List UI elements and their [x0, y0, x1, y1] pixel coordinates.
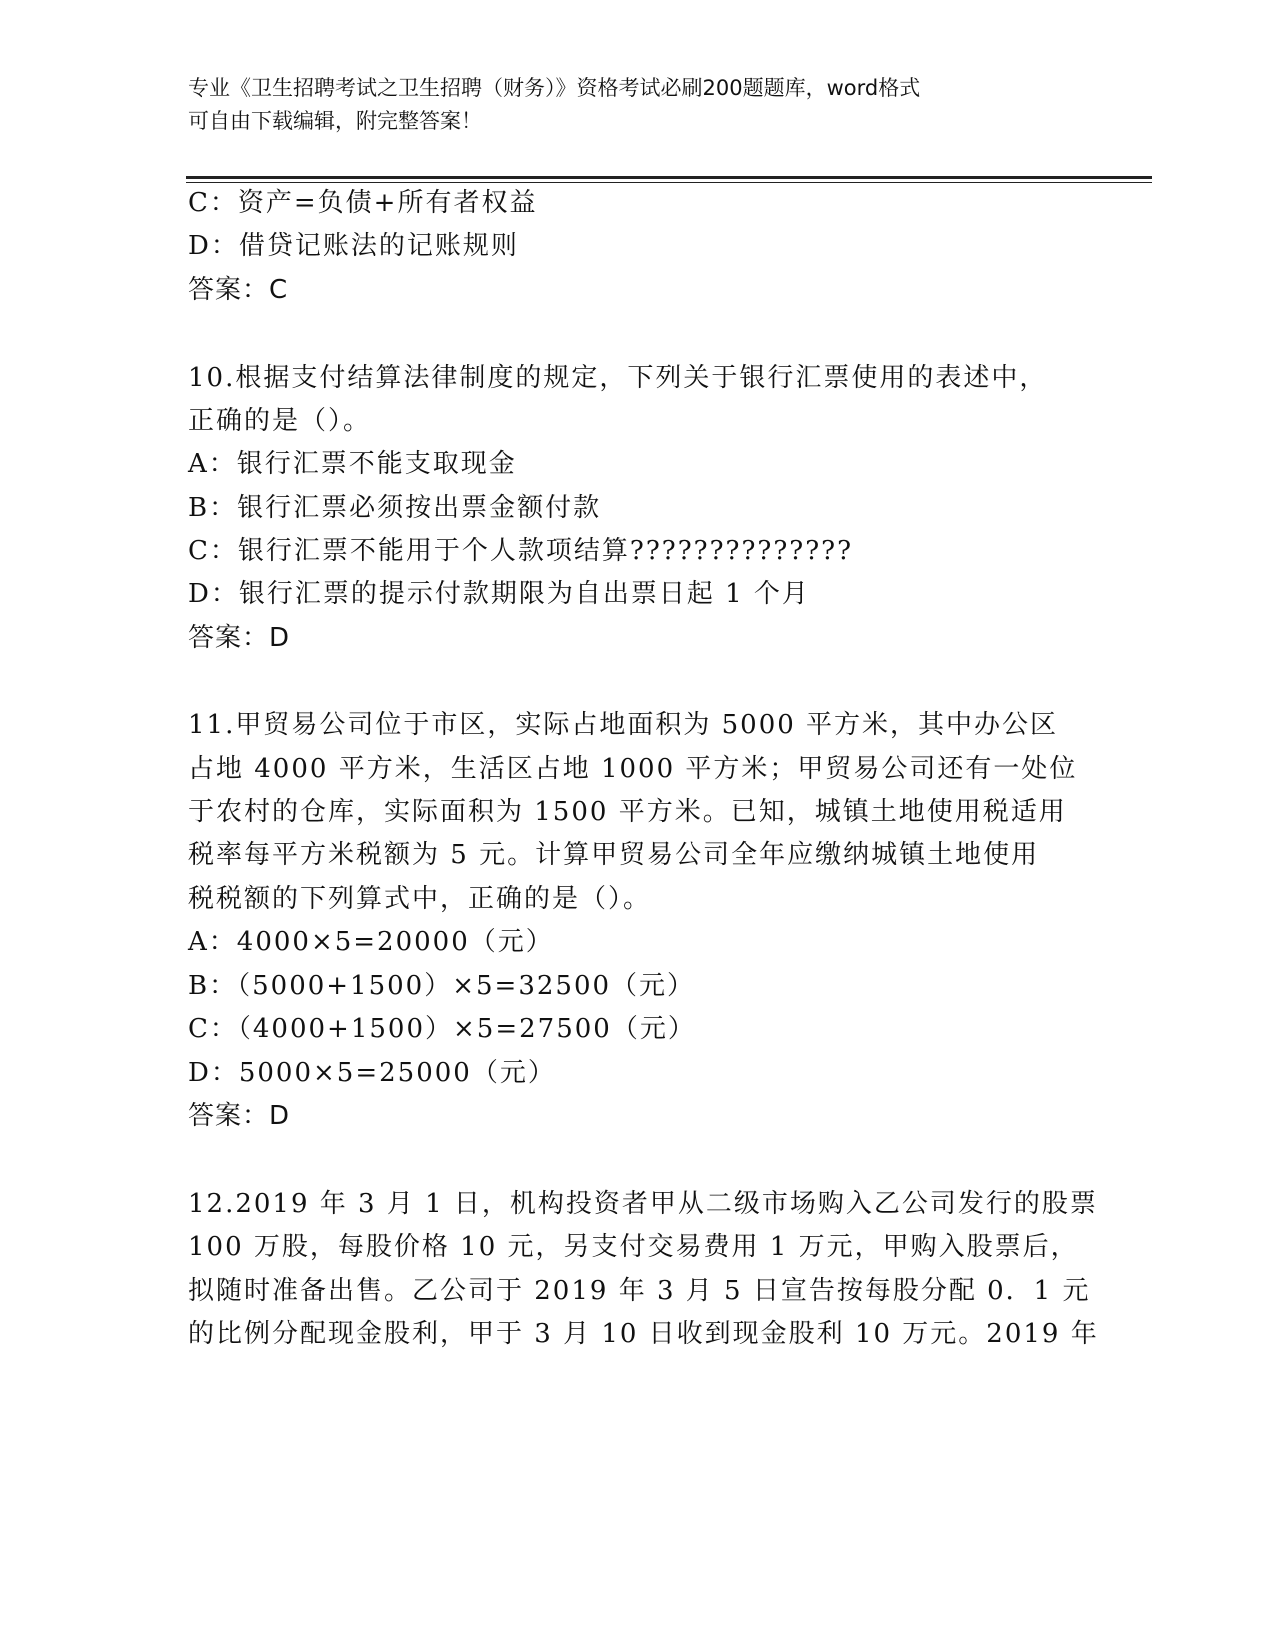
- q12-stem-line-4: 的比例分配现金股利，甲于 3 月 10 日收到现金股利 10 万元。2019 年: [188, 1319, 1099, 1349]
- header-rule-thick: [186, 176, 1152, 179]
- q11-stem-line-5: 税税额的下列算式中，正确的是（）。: [188, 884, 652, 914]
- q10-option-b: B：银行汇票必须按出票金额付款: [188, 493, 602, 523]
- q10-option-c: C：银行汇票不能用于个人款项结算??????????????: [188, 536, 854, 566]
- q11-option-a: A：4000×5=20000（元）: [188, 927, 554, 957]
- q9-option-d: D：借贷记账法的记账规则: [188, 231, 519, 261]
- q10-answer: 答案：D: [188, 623, 291, 653]
- q11-stem-line-3: 于农村的仓库，实际面积为 1500 平方米。已知，城镇土地使用税适用: [188, 797, 1067, 827]
- q11-option-b: B：（5000+1500）×5=32500（元）: [188, 971, 696, 1001]
- q12-stem-line-2: 100 万股，每股价格 10 元，另支付交易费用 1 万元，甲购入股票后，: [188, 1232, 1079, 1262]
- q12-stem-line-1: 12.2019 年 3 月 1 日，机构投资者甲从二级市场购入乙公司发行的股票: [188, 1189, 1098, 1219]
- q11-stem-line-4: 税率每平方米税额为 5 元。计算甲贸易公司全年应缴纳城镇土地使用: [188, 840, 1040, 870]
- q11-answer: 答案：D: [188, 1101, 291, 1131]
- header-line-2: 可自由下载编辑，附完整答案！: [188, 109, 482, 133]
- q10-option-a: A：银行汇票不能支取现金: [188, 449, 517, 479]
- q10-stem-line-2: 正确的是（）。: [188, 406, 372, 436]
- q11-stem-line-1: 11.甲贸易公司位于市区，实际占地面积为 5000 平方米，其中办公区: [188, 710, 1059, 740]
- header-line-1: 专业《卫生招聘考试之卫生招聘（财务）》资格考试必刷200题题库，word格式: [188, 76, 921, 100]
- header-rule-thin: [186, 182, 1152, 183]
- q9-answer: 答案：C: [188, 275, 289, 305]
- q12-stem-line-3: 拟随时准备出售。乙公司于 2019 年 3 月 5 日宣告按每股分配 0．1 元: [188, 1276, 1091, 1306]
- q10-option-d: D：银行汇票的提示付款期限为自出票日起 1 个月: [188, 579, 810, 609]
- document-header: [188, 72, 1068, 138]
- q11-option-d: D：5000×5=25000（元）: [188, 1058, 556, 1088]
- q9-option-c: C：资产=负债+所有者权益: [188, 188, 538, 218]
- q11-option-c: C：（4000+1500）×5=27500（元）: [188, 1014, 696, 1044]
- q10-stem-line-1: 10.根据支付结算法律制度的规定，下列关于银行汇票使用的表述中，: [188, 363, 1048, 393]
- q11-stem-line-2: 占地 4000 平方米，生活区占地 1000 平方米；甲贸易公司还有一处位: [188, 754, 1078, 784]
